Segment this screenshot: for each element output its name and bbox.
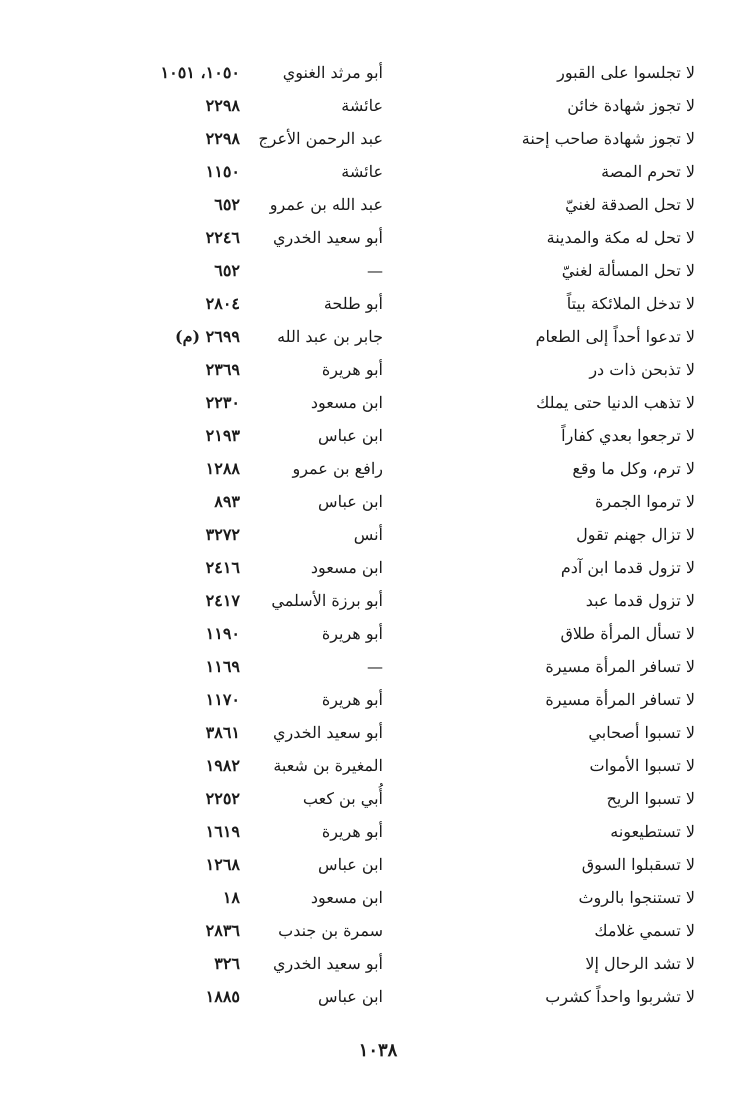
hadith-number: ٨٩٣: [214, 492, 240, 511]
index-row: [130, 354, 695, 387]
narrator-name: عبد الرحمن الأعرج: [258, 129, 383, 148]
hadith-number: ١٨: [222, 888, 240, 907]
index-row: [130, 816, 695, 849]
narrator-name: أبو هريرة: [321, 822, 383, 841]
hadith-number: ٢٢٩٨: [205, 129, 240, 148]
index-row: [130, 717, 695, 750]
narrator-name: ابن عباس: [318, 426, 383, 445]
hadith-text: لا تزول قدما عبد: [585, 591, 695, 610]
hadith-number: ٢٢٤٦: [205, 228, 240, 247]
hadith-text: لا تحل المسألة لغنيّ: [561, 261, 695, 280]
narrator-name: أبو مرثد الغنوي: [282, 63, 383, 82]
hadith-number: ٦٥٢: [214, 261, 240, 280]
hadith-number: ١٩٨٢: [205, 756, 240, 775]
index-row: [130, 255, 695, 288]
index-row: [130, 420, 695, 453]
hadith-number: ٢٨٠٤: [205, 294, 240, 313]
index-row: [130, 387, 695, 420]
hadith-text: لا ترجعوا بعدي كفاراً: [561, 426, 695, 445]
hadith-text: لا تسقبلوا السوق: [581, 855, 695, 874]
hadith-number: ٣٨٦١: [205, 723, 240, 742]
narrator-name: المغيرة بن شعبة: [273, 756, 383, 775]
index-row: [130, 981, 695, 1014]
narrator-name: —: [367, 657, 383, 676]
index-row: [130, 453, 695, 486]
hadith-number: ١٢٦٨: [205, 855, 240, 874]
index-row: [130, 222, 695, 255]
narrator-name: أبو سعيد الخدري: [273, 228, 383, 247]
hadith-text: لا تسافر المرأة مسيرة: [545, 657, 695, 676]
hadith-text: لا تدخل الملائكة بيتاً: [566, 294, 695, 313]
index-row: [130, 486, 695, 519]
hadith-text: لا ترموا الجمرة: [595, 492, 695, 511]
index-row: [130, 552, 695, 585]
hadith-number: ٣٢٧٢: [205, 525, 240, 544]
narrator-name: —: [367, 261, 383, 280]
hadith-text: لا تسبوا الريح: [606, 789, 695, 808]
hadith-text: لا تسبوا أصحابي: [588, 723, 695, 742]
narrator-name: عائشة: [341, 96, 383, 115]
index-row: [130, 519, 695, 552]
hadith-text: لا تجلسوا على القبور: [557, 63, 695, 82]
hadith-number: ٢٢٣٠: [205, 393, 240, 412]
hadith-text: لا تسافر المرأة مسيرة: [545, 690, 695, 709]
hadith-text: لا تسمي غلامك: [594, 921, 695, 940]
hadith-text: لا تجوز شهادة خائن: [567, 96, 695, 115]
index-row: [130, 57, 695, 90]
hadith-number: ٢٢٩٨: [205, 96, 240, 115]
index-row: [130, 156, 695, 189]
narrator-name: سمرة بن جندب: [278, 921, 383, 940]
index-row: [130, 585, 695, 618]
hadith-number: ٢٢٥٢: [205, 789, 240, 808]
narrator-name: رافع بن عمرو: [292, 459, 383, 478]
hadith-text: لا تذبحن ذات در: [589, 360, 695, 379]
index-row: [130, 849, 695, 882]
index-row: [130, 618, 695, 651]
hadith-text: لا ترم، وكل ما وقع: [572, 459, 695, 478]
index-row: [130, 651, 695, 684]
narrator-name: أبو هريرة: [321, 690, 383, 709]
hadith-text: لا تسأل المرأة طلاق: [560, 624, 695, 643]
index-row: [130, 684, 695, 717]
hadith-text: لا تزول قدما ابن آدم: [560, 558, 695, 577]
hadith-index-table: [130, 57, 695, 1014]
index-row: [130, 783, 695, 816]
narrator-name: جابر بن عبد الله: [277, 327, 383, 346]
narrator-name: ابن عباس: [318, 855, 383, 874]
hadith-text: لا تذهب الدنيا حتى يملك: [536, 393, 695, 412]
hadith-number: ٢٤١٦: [205, 558, 240, 577]
hadith-number: ١١٧٠: [205, 690, 240, 709]
narrator-name: ابن مسعود: [310, 888, 383, 907]
narrator-name: أنس: [353, 525, 383, 544]
narrator-name: أبو سعيد الخدري: [273, 954, 383, 973]
hadith-text: لا تستنجوا بالروث: [578, 888, 695, 907]
hadith-number: ١٨٨٥: [205, 987, 240, 1006]
hadith-text: لا تحل الصدقة لغنيّ: [565, 195, 695, 214]
hadith-text: لا تسبوا الأموات: [589, 756, 695, 775]
hadith-number: ١١٥٠: [205, 162, 240, 181]
page-number: ١٠٣٨: [358, 1040, 398, 1061]
hadith-text: لا تشربوا واحداً كشرب: [545, 987, 695, 1006]
index-row: [130, 750, 695, 783]
hadith-number: ٦٥٢: [214, 195, 240, 214]
narrator-name: ابن مسعود: [310, 393, 383, 412]
index-row: [130, 915, 695, 948]
narrator-name: ابن عباس: [318, 492, 383, 511]
index-row: [130, 288, 695, 321]
hadith-number: ٢٣٦٩: [205, 360, 240, 379]
index-row: [130, 189, 695, 222]
hadith-number: ١١٦٩: [205, 657, 240, 676]
hadith-number: ٢٨٣٦: [205, 921, 240, 940]
hadith-text: لا تجوز شهادة صاحب إحنة: [521, 129, 695, 148]
hadith-number: ٣٢٦: [214, 954, 240, 973]
index-row: [130, 882, 695, 915]
hadith-number: ١١٩٠: [205, 624, 240, 643]
hadith-number: ١٦١٩: [205, 822, 240, 841]
hadith-text: لا تشد الرحال إلا: [585, 954, 695, 973]
hadith-text: لا تحل له مكة والمدينة: [546, 228, 695, 247]
hadith-text: لا تزال جهنم تقول: [576, 525, 695, 544]
narrator-name: أبو هريرة: [321, 624, 383, 643]
hadith-number: ٢٤١٧: [205, 591, 240, 610]
hadith-number: ٢٦٩٩ (م): [175, 327, 240, 346]
hadith-number: ٢١٩٣: [205, 426, 240, 445]
narrator-name: أبو برزة الأسلمي: [271, 591, 383, 610]
index-row: [130, 321, 695, 354]
index-row: [130, 90, 695, 123]
hadith-text: لا تحرم المصة: [601, 162, 695, 181]
hadith-number: ١٢٨٨: [205, 459, 240, 478]
index-row: [130, 123, 695, 156]
narrator-name: عائشة: [341, 162, 383, 181]
index-row: [130, 948, 695, 981]
narrator-name: أبو سعيد الخدري: [273, 723, 383, 742]
hadith-text: لا تدعوا أحداً إلى الطعام: [535, 327, 695, 346]
hadith-text: لا تستطيعونه: [610, 822, 695, 841]
narrator-name: أُبي بن كعب: [302, 789, 383, 808]
hadith-number: ١٠٥٠، ١٠٥١: [160, 63, 240, 82]
narrator-name: أبو طلحة: [323, 294, 383, 313]
narrator-name: ابن مسعود: [310, 558, 383, 577]
narrator-name: ابن عباس: [318, 987, 383, 1006]
narrator-name: عبد الله بن عمرو: [269, 195, 383, 214]
narrator-name: أبو هريرة: [321, 360, 383, 379]
